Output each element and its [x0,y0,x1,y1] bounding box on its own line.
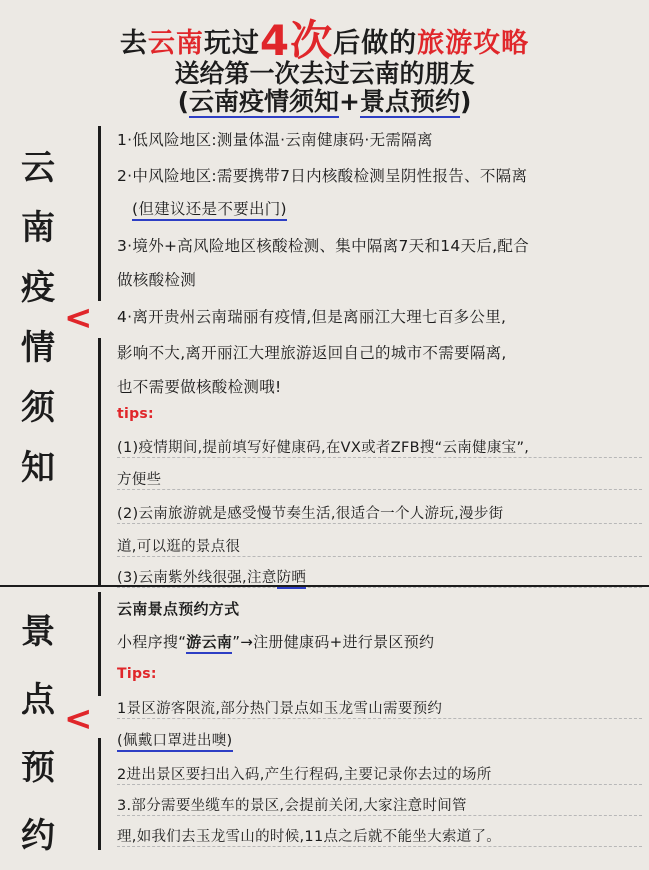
rule-low-risk: 1·低风险地区:测量体温·云南健康码·无需隔离 [117,131,433,149]
tip-cablecar: 3.部分需要坐缆车的景区,会提前关闭,大家注意时间管 [117,794,642,816]
tip3-sunscreen: 防晒 [277,570,307,589]
title-char: 点 [21,680,55,720]
tip1-cont: 方便些 [117,468,642,490]
title-highlight-yunnan: 云南 [147,28,204,59]
title-char: 情 [21,328,55,368]
header-topics [0,82,649,118]
reservation-heading: 云南景点预约方式 [117,600,240,618]
tip-scan-code: 2进出景区要扫出入码,产生行程码,主要记录你去过的场所 [117,763,642,785]
topic-epidemic: 云南疫情须知 [189,87,340,116]
section2-divider-top [98,592,101,696]
title-char: 知 [21,448,55,488]
section1-bracket-arrow: < [64,298,93,338]
title-char: 须 [21,388,55,428]
section2-tips-label: Tips: [117,666,157,682]
method-miniprogram: 游云南 [186,633,232,654]
tip-limit: 1景区游客限流,部分热门景点如玉龙雪山需要预约 [117,697,642,719]
title-part: 去 [119,28,148,59]
paren-close: ) [459,87,472,116]
section2-vertical-title [8,598,68,870]
section2-divider-bottom [98,738,101,850]
method-suffix: ”→注册健康码+进行景区预约 [232,633,435,651]
title-part: 玩过 [203,28,260,59]
section2-bracket-arrow: < [64,699,93,739]
tip3 [117,566,642,588]
topic-plus: + [339,87,360,116]
rule-leave-guizhou: 4·离开贵州云南瑞丽有疫情,但是离丽江大理七百多公里, [117,308,507,326]
rule-medium-risk: 2·中风险地区:需要携带7日内核酸检测呈阴性报告、不隔离 [117,167,528,185]
topic-reservation: 景点预约 [359,87,460,116]
tip1: (1)疫情期间,提前填写好健康码,在VX或者ZFB搜“云南健康宝”, [117,436,642,458]
rule-high-risk-cont: 做核酸检测 [117,271,197,289]
section1-vertical-title [8,138,68,498]
rule-medium-note [132,197,287,219]
section1-tips-label: tips: [117,406,154,422]
header-subtitle: 送给第一次去过云南的朋友 [174,59,475,88]
reservation-method [117,631,642,652]
tip2: (2)云南旅游就是感受慢节奏生活,很适合一个人游玩,漫步街 [117,502,642,524]
rule-leave-guizhou-cont1: 影响不大,离开丽江大理旅游返回自己的城市不需要隔离, [117,344,507,362]
rule-high-risk: 3·境外+高风险地区核酸检测、集中隔离7天和14天后,配合 [117,237,529,255]
title-char: 约 [21,816,55,856]
tip-mask-text: (佩戴口罩进出噢) [117,733,233,752]
title-char: 云 [21,148,55,188]
tip3-text: (3)云南紫外线很强,注意 [117,570,277,586]
title-highlight-count: 4次 [259,16,334,65]
paren-open: ( [177,87,189,116]
method-prefix: 小程序搜“ [117,633,187,651]
title-highlight-guide: 旅游攻略 [417,28,530,59]
rule-leave-guizhou-cont2: 也不需要做核酸检测哦! [117,378,282,396]
tip2-cont: 道,可以逛的景点很 [117,535,642,557]
title-char: 疫 [21,268,55,308]
tip-cablecar-cont: 理,如我们去玉龙雪山的时候,11点之后就不能坐大索道了。 [117,825,642,847]
title-part: 后做的 [333,28,418,59]
medium-note-text: (但建议还是不要出门) [132,200,287,221]
tip-mask [117,729,233,750]
title-char: 预 [21,748,55,788]
section1-divider-bottom [98,338,101,586]
section1-divider-top [98,126,101,301]
title-char: 景 [21,612,55,652]
title-char: 南 [21,208,55,248]
